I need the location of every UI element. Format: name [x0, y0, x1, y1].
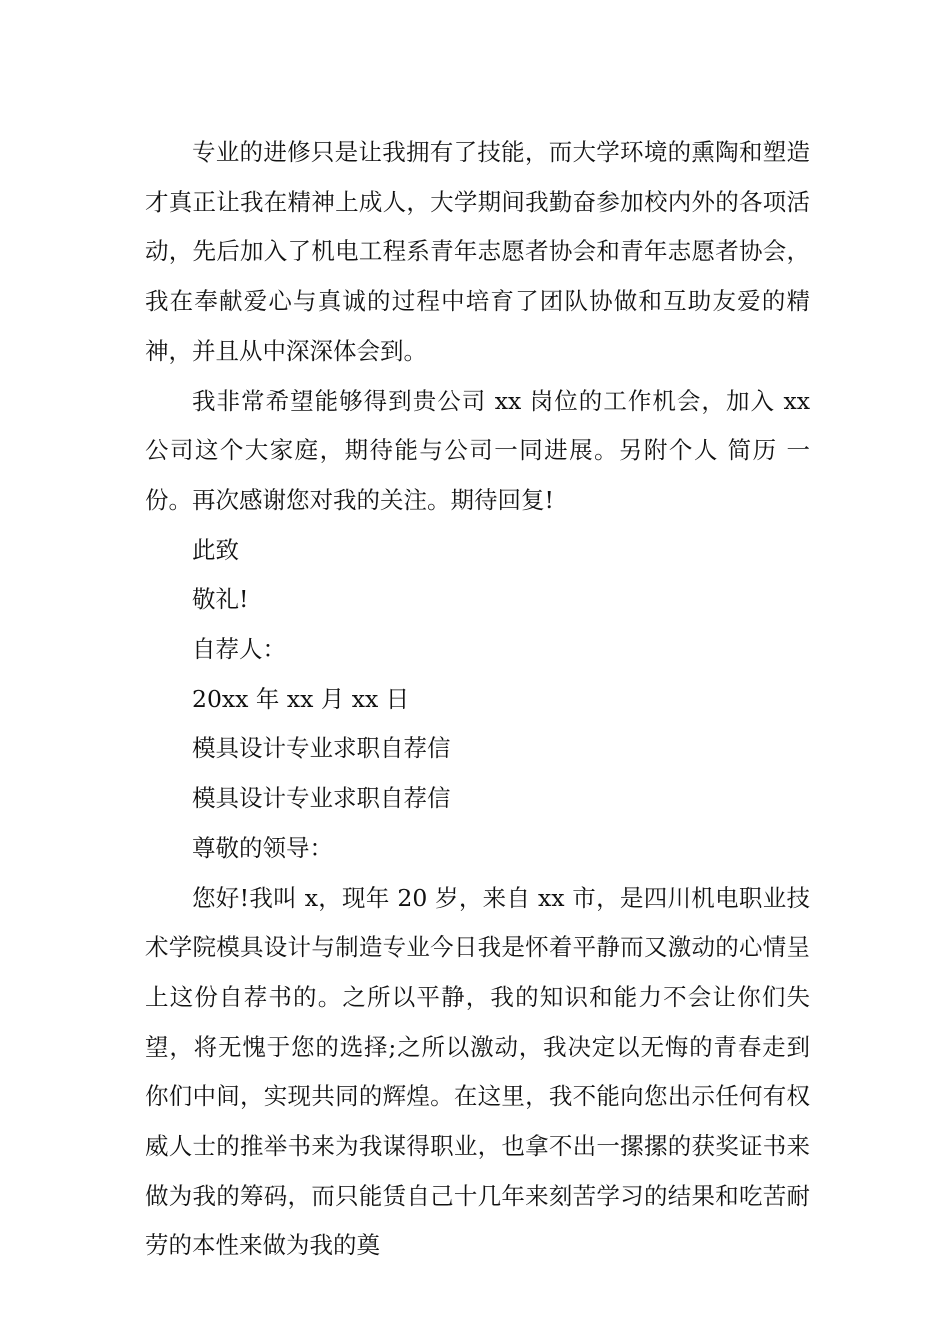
greeting: 尊敬的领导：	[192, 833, 333, 862]
closing-regards: 此致	[192, 535, 239, 564]
paragraph-introduction: 您好!我叫 x，现年 20 岁，来自 xx 市，是四川机电职业技术学院模具设计与制造专业今日我是怀着平静而又激动的心情呈上这份自荐书的。之所以平静，我的知识和能力不会让你们失望，将无愧于您的选择;之所以激动，我决定以无悔的青春走到你们中间，实现共同的辉煌。在这里，我不能向您出示任何有权威人士的推举书来为我谋得职业，也拿不出一摞摞的获奖证书来做为我的筹码，而只能赁自己十几年来刻苦学习的结果和吃苦耐劳的本性来做为我的奠	[145, 883, 810, 1260]
paragraph-application: 我非常希望能够得到贵公司 xx 岗位的工作机会，加入 xx 公司这个大家庭，期待能与公司一同进展。另附个人 简历 一份。再次感谢您对我的关注。期待回复!	[145, 386, 810, 514]
letter-date: 20xx 年 xx 月 xx 日	[192, 684, 410, 713]
letter-title-2: 模具设计专业求职自荐信	[192, 784, 451, 813]
closing-salute: 敬礼!	[192, 585, 249, 614]
letter-title-1: 模具设计专业求职自荐信	[192, 734, 451, 763]
signer-label: 自荐人：	[192, 635, 286, 664]
letter-text	[145, 128, 810, 1271]
paragraph-activities: 专业的进修只是让我拥有了技能，而大学环境的熏陶和塑造才真正让我在精神上成人，大学期间我勤奋参加校内外的各项活动，先后加入了机电工程系青年志愿者协会和青年志愿者协会，我在奉献爱心与真诚的过程中培育了团队协做和互助友爱的精神，并且从中深深体会到。	[145, 138, 810, 365]
